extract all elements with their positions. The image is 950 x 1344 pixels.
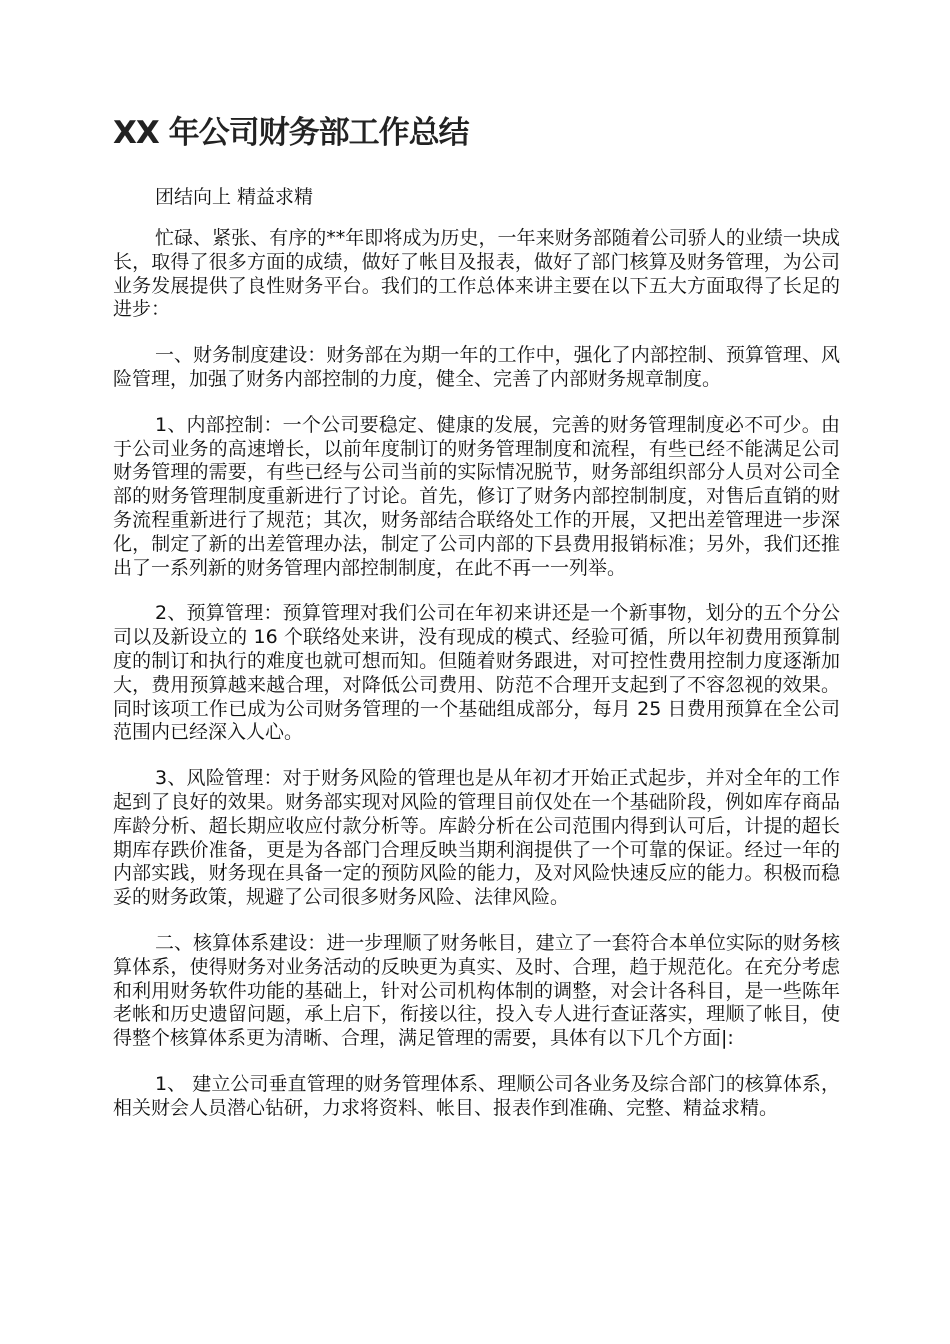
paragraph-internal-control: 1、内部控制：一个公司要稳定、健康的发展，完善的财务管理制度必不可少。由于公司业务的高速增长，以前年度制订的财务管理制度和流程，有些已经不能满足公司财务管理的需要，有些已经与公司当前的实际情况脱节，财务部组织部分人员对公司全部的财务管理制度重新进行了讨论。首先，修订了财务内部控制制度，对售后直销的财务流程重新进行了规范；其次，财务部结合联络处工作的开展，又把出差管理进一步深化，制定了新的出差管理办法，制定了公司内部的下县费用报销标准；另外，我们还推出了一系列新的财务管理内部控制制度，在此不再一一列举。 [113,413,840,579]
document-subtitle: 团结向上 精益求精 [155,186,314,208]
paragraph-risk-management: 3、风险管理：对于财务风险的管理也是从年初才开始正式起步，并对全年的工作起到了良好的效果。财务部实现对风险的管理目前仅处在一个基础阶段，例如库存商品库龄分析、超长期应收应付款分析等。库龄分析在公司范围内得到认可后，计提的超长期库存跌价准备，更是为各部门合理反映当期利润提供了一个可靠的保证。经过一年的内部实践，财务现在具备一定的预防风险的能力，及对风险快速反应的能力。积极而稳妥的财务政策，规避了公司很多财务风险、法律风险。 [113,767,840,909]
paragraph-intro: 忙碌、紧张、有序的**年即将成为历史，一年来财务部随着公司骄人的业绩一块成长，取得了很多方面的成绩，做好了帐目及报表，做好了部门核算及财务管理，为公司业务发展提供了良性财务平台。我们的工作总体来讲主要在以下五大方面取得了长足的进步： [113,227,840,321]
document-page [113,110,840,1121]
paragraph-budget-management: 2、预算管理：预算管理对我们公司在年初来讲还是一个新事物，划分的五个分公司以及新设立的 16 个联络处来讲，没有现成的模式、经验可循，所以年初费用预算制度的制订和执行的难度也就可想而知。但随着财务跟进，对可控性费用控制力度逐渐加大，费用预算越来越合理，对降低公司费用、防范不合理开支起到了不容忽视的效果。同时该项工作已成为公司财务管理的一个基础组成部分，每月 25 日费用预算在全公司范围内已经深入人心。 [113,602,840,744]
paragraph-section-2-accounting-system: 二、核算体系建设：进一步理顺了财务帐目，建立了一套符合本单位实际的财务核算体系，使得财务对业务活动的反映更为真实、及时、合理，趋于规范化。在充分考虑和利用财务软件功能的基础上，针对公司机构体制的调整，对会计各科目，是一些陈年老帐和历史遗留问题，承上启下，衔接以往，投入专人进行查证落实，理顺了帐目，使得整个核算体系更为清晰、合理，满足管理的需要，具体有以下几个方面|: [113,931,840,1050]
paragraph-section-1-finance-system: 一、财务制度建设：财务部在为期一年的工作中，强化了内部控制、预算管理、风险管理，加强了财务内部控制的力度，健全、完善了内部财务规章制度。 [113,344,840,390]
paragraph-vertical-management: 1、 建立公司垂直管理的财务管理体系、理顺公司各业务及综合部门的核算体系，相关财会人员潜心钻研，力求将资料、帐目、报表作到准确、完整、精益求精。 [113,1072,840,1119]
document-title: XX 年公司财务部工作总结 [113,115,469,151]
